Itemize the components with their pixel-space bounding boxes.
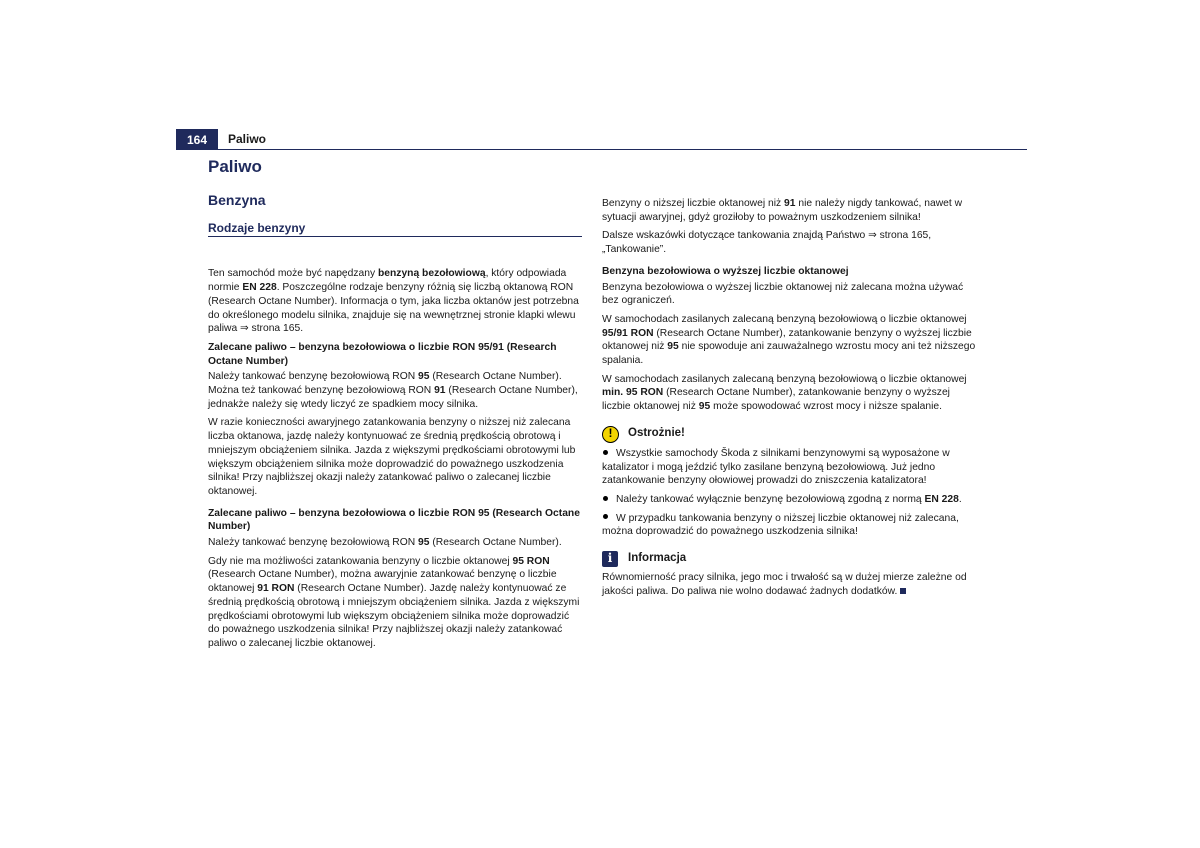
sub2-heading: Zalecane paliwo – benzyna bezołowiowa o liczbie RON 95 (Research Octane Number)	[208, 507, 580, 533]
bullet-icon	[603, 514, 608, 519]
warning-icon: !	[602, 426, 619, 443]
sub3-paragraph-1: Benzyna bezołowiowa o wyższej liczbie oktanowej niż zalecana można używać bez ograniczeń.	[602, 281, 964, 307]
caution-bullet-1: Wszystkie samochody Škoda z silnikami benzynowymi są wyposażone w katalizator i mogą jeździć tylko zasilane benzyną bezołowiową. Już jedno zatankowanie benzyny ołowiowej prowadzi do zniszczenia katalizatora!	[602, 447, 950, 487]
sub1-paragraph-2: W razie konieczności awaryjnego zatankowania benzyny o niższej niż zalecana liczba oktanowa, jazdę należy kontynuować ze średnią prędkością obrotową i mniejszym obciążeniem silnika. Jazda z większymi prędkościami obrotowymi lub większym obciążeniem silnika może doprowadzić do poważnego uszkodzenia silnika! Przy najbliższej okazji należy zatankować paliwo o zalecanej liczbie oktanowej.	[208, 417, 576, 497]
end-of-section-icon	[900, 588, 906, 594]
page-header	[176, 127, 1027, 150]
sub2-paragraph-1: Należy tankować benzynę bezołowiową RON 95 (Research Octane Number).	[208, 537, 562, 549]
sub3-heading: Benzyna bezołowiowa o wyższej liczbie oktanowej	[602, 265, 849, 277]
right-column	[602, 197, 978, 603]
info-paragraph: Równomierność pracy silnika, jego moc i trwałość są w dużej mierze zależne od jakości paliwa. Do paliwa nie wolno dodawać żadnych dodatków.	[602, 572, 967, 597]
bullet-icon	[603, 450, 608, 455]
caution-bullet-2: Należy tankować wyłącznie benzynę bezołowiową zgodną z normą EN 228.	[602, 493, 978, 507]
caution-title: Ostrożnie!	[628, 427, 685, 440]
left-column	[208, 157, 582, 656]
chapter-title: Paliwo	[228, 132, 267, 146]
section-heading: Benzyna	[208, 192, 266, 208]
right-paragraph-2: Dalsze wskazówki dotyczące tankowania znajdą Państwo ⇒ strona 165, „Tankowanie”.	[602, 230, 932, 256]
page-number: 164	[176, 129, 218, 150]
caution-heading	[602, 426, 978, 443]
intro-paragraph: Ten samochód może być napędzany benzyną bezołowiową, który odpowiada normie EN 228. Poszczególne rodzaje benzyny różnią się liczbą oktanową RON (Research Octane Number). Informacja o tym, jaka liczba oktanów jest potrzebna do określonego modelu silnika, znajduje się na wewnętrznej stronie klapki wlewu paliwa ⇒ strona 165.	[208, 268, 579, 335]
bullet-icon	[603, 496, 608, 501]
right-paragraph-1: Benzyny o niższej liczbie oktanowej niż 91 nie należy nigdy tankować, nawet w sytuacji awaryjnej, gdyż groziłoby to poważnym uszkodzeniem silnika!	[602, 198, 963, 223]
sub1-paragraph-1: Należy tankować benzynę bezołowiową RON 95 (Research Octane Number). Można też tankować benzynę bezołowiową RON 91 (Research Octane Number), jednakże należy się wtedy liczyć ze spadkiem mocy silnika.	[208, 371, 578, 410]
sub3-paragraph-3: W samochodach zasilanych zalecaną benzyną bezołowiową o liczbie oktanowej min. 95 RON (Research Octane Number), zatankowanie benzyny o wyższej liczbie oktanowej niż 95 może spowodować wzrost mocy i niższe spalanie.	[602, 373, 967, 413]
sub2-paragraph-2: Gdy nie ma możliwości zatankowania benzyny o liczbie oktanowej 95 RON (Research Octane Number), można awaryjnie zatankować benzynę o liczbie oktanowej 91 RON (Research Octane Number). Jazdę należy kontynuować ze średnią prędkością obrotową i mniejszym obciążeniem silnika. Jazda z większymi prędkościami obrotowymi lub większym obciążeniem silnika może doprowadzić do poważnego uszkodzenia silnika! Przy najbliższej okazji należy zatankować paliwo o zalecanej liczbie oktanowej.	[208, 555, 580, 649]
subsection-heading: Rodzaje benzyny	[208, 222, 582, 238]
sub3-paragraph-2: W samochodach zasilanych zalecaną benzyną bezołowiową o liczbie oktanowej 95/91 RON (Research Octane Number), zatankowanie benzyny o wyższej liczbie oktanowej niż 95 nie spowoduje ani zauważalnego wzrostu mocy ani też niższego spalania.	[602, 313, 976, 367]
info-icon: i	[602, 551, 618, 567]
page-title: Paliwo	[208, 157, 262, 176]
info-heading	[602, 551, 978, 567]
caution-bullet-3: W przypadku tankowania benzyny o niższej liczbie oktanowej niż zalecana, można doprowadzić do poważnego uszkodzenia silnika!	[602, 512, 959, 538]
info-title: Informacja	[628, 552, 687, 565]
sub1-heading: Zalecane paliwo – benzyna bezołowiowa o liczbie RON 95/91 (Research Octane Number)	[208, 341, 557, 367]
